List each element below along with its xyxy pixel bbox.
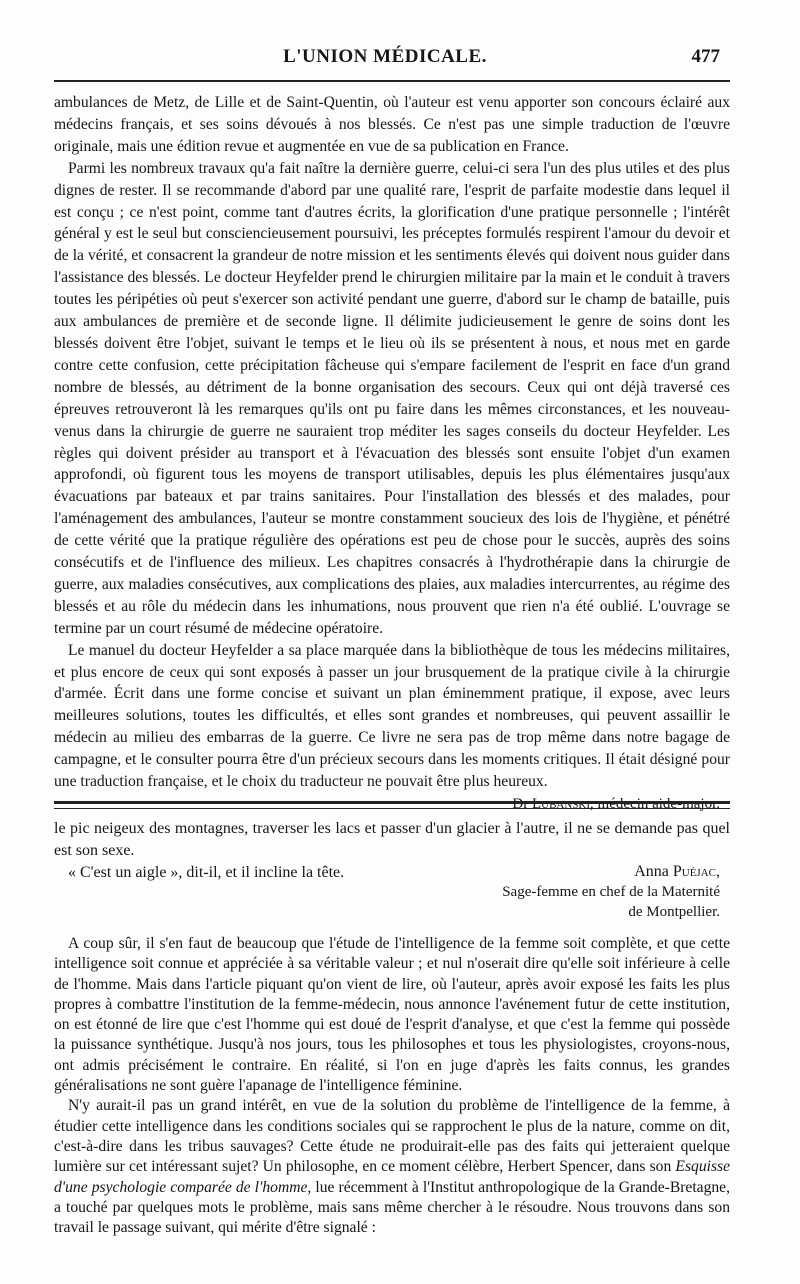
signature-name: Lubanski: [531, 796, 591, 812]
signer-role: Sage-femme en chef de la Maternité: [502, 884, 720, 900]
running-title: L'UNION MÉDICALE.: [283, 46, 487, 67]
section-divider-thick: [54, 801, 730, 804]
review-signature: [54, 796, 730, 813]
signer-place: de Montpellier.: [628, 904, 720, 920]
book-title: Esquisse d'une psychologie comparée de l'homme,: [54, 1158, 730, 1196]
signature-title: , médecin aide-major.: [590, 796, 720, 812]
letter-closing-text: le pic neigeux des montagnes, traverser les lacs et passer d'un glacier à l'autre, il ne se demande pas quel est son sexe.: [54, 820, 730, 859]
letter-section: [54, 818, 730, 922]
header-rule: [54, 80, 730, 82]
reply-paragraph: A coup sûr, il s'en faut de beaucoup que l'étude de l'intelligence de la femme soit complète, et que cette intelligence soit connue et appréciée à sa véritable valeur ; et nul n'oserait dire qu'elle soit inférieure à celle de l'homme. Mais dans l'article piquant qu'on vient de lire, où l'auteur, après avoir exposé les faits les plus propres à combattre l'institution de la femme-médecin, nous annonce l'avénement futur de cette institution, on est étonné de lire que c'est l'homme qui est doué de l'esprit d'analyse, et que c'est la femme qui possède la puissance synthétique. Jusqu'à nos jours, tous les philosophes et tous les physiologistes, croyons-nous, ont admis précisément le contraire. En réalité, si l'on en juge d'après les faits connus, les grandes généralisations ne sont guère l'apanage de l'intelligence féminine.: [54, 935, 730, 1095]
book-review-section: [54, 92, 730, 813]
section-divider-thin: [54, 808, 730, 809]
review-paragraph: Le manuel du docteur Heyfelder a sa place marquée dans la bibliothèque de tous les médecins militaires, et plus encore de ceux qui sont exposés à passer un jour brusquement de la pratique civile à la chirurgie d'armée. Écrit dans une forme concise et suivant un plan éminemment pratique, il expose, avec leurs meilleures solutions, toutes les difficultés, et elles sont grandes et nombreuses, qui peuvent assaillir le médecin au milieu des embarras de la guerre. Ce livre ne sera pas de trop même dans notre bagage de campagne, et le consulter pourra être d'un précieux secours dans les moments critiques. Il était désigné pour une traduction française, et le choix du traducteur ne pouvait être plus heureux.: [54, 641, 730, 791]
page-number: 477: [691, 46, 720, 67]
reply-text-before-title: N'y aurait-il pas un grand intérêt, en vue de la solution du problème de l'intelligence de la femme, à étudier cette intelligence dans les conditions sociales qui se rapprochent le plus de la nature, comme on dit, c'est-à-dire dans les tribus sauvages? Cette étude ne produirait-elle pas des faits qui jetteraient quelque lumière sur cet intéressant sujet? Un philosophe, en ce moment célèbre, Herbert Spencer, dans son: [54, 1097, 730, 1176]
signature-prefix: Dr: [512, 796, 532, 812]
review-paragraph: ambulances de Metz, de Lille et de Saint-Quentin, où l'auteur est venu apporter son concours éclairé aux médecins français, et ses soins dévoués à nos blessés. Ce n'est pas une simple traduction de l'œuvre originale, mais une édition revue et augmentée en vue de sa publication en France.: [54, 94, 730, 155]
signer-last-name: Puéjac,: [672, 863, 720, 880]
signer-first-name: Anna: [634, 863, 673, 880]
editorial-reply-section: [54, 934, 730, 1238]
quote-and-signature: [54, 862, 730, 922]
letter-quote: « C'est un aigle », dit-il, et il incline la tête.: [68, 864, 345, 881]
review-paragraph: Parmi les nombreux travaux qu'a fait naître la dernière guerre, celui-ci sera l'un des plus utiles et des plus dignes de rester. Il se recommande d'abord par une qualité rare, l'esprit de parfaite modestie dans lequel il est conçu ; ce n'est point, comme tant d'autres écrits, la glorification d'une pratique personnelle ; l'intérêt général y est le seul but consciencieusement poursuivi, les préceptes formulés respirent l'amour du devoir et de la vérité, et consacrent la grandeur de notre mission et les sentiments élevés qui doivent nous guider dans l'assistance des blessés. Le docteur Heyfelder prend le chirurgien militaire par la main et le conduit à travers toutes les péripéties où peut s'exercer son activité pendant une guerre, d'abord sur le champ de bataille, puis aux ambulances de première et de seconde ligne. Il délimite judicieusement le genre de soins dont les blessés doivent être l'objet, suivant le temps et le lieu où ils se présentent à nous, et nous met en garde contre cette confusion, cette précipitation fâcheuse qui s'empare facilement de l'esprit en face d'un grand nombre de blessés, au détriment de la bonne organisation des secours. Ceux qui ont déjà traversé ces épreuves retrouveront là les remarques qu'ils ont pu faire dans les mêmes circonstances, et les nouveau-venus dans la chirurgie de guerre ne sauraient trop méditer les sages conseils du docteur Heyfelder. Les règles qui doivent présider au transport et à l'évacuation des blessés sont ensuite l'objet d'un examen approfondi, où figurent tous les moyens de transport utilisables, depuis les plus élémentaires jusqu'aux évacuations par bateaux et par trains sanitaires. Pour l'installation des blessés et des malades, pour l'aménagement des ambulances, l'auteur se montre constamment soucieux des lois de l'hygiène, et pénétré de cette vérité que la pratique régulière des opérations est peu de chose pour le succès, auprès des soins consécutifs et de l'influence des milieux. Les chapitres consacrés à l'hydrothérapie dans la chirurgie de guerre, aux maladies consécutives, aux complications des plaies, aux maladies intercurrentes, au régime des blessés et au rôle du médecin dans les inhumations, nous prouvent que rien n'a été oublié. L'ouvrage se termine par un court résumé de médecine opératoire.: [54, 159, 730, 637]
page-header: [50, 46, 720, 76]
reply-paragraph-last: [54, 1096, 730, 1238]
letter-signature: [502, 862, 730, 922]
reply-text-after-title: lue récemment à l'Institut anthropologique de la Grande-Bretagne, a touché par quelques mots le problème, mais sans même chercher à le résoudre. Nous trouvons dans son travail le passage suivant, qui mérite d'être signalé :: [54, 1178, 731, 1237]
signer-name: [634, 863, 720, 880]
